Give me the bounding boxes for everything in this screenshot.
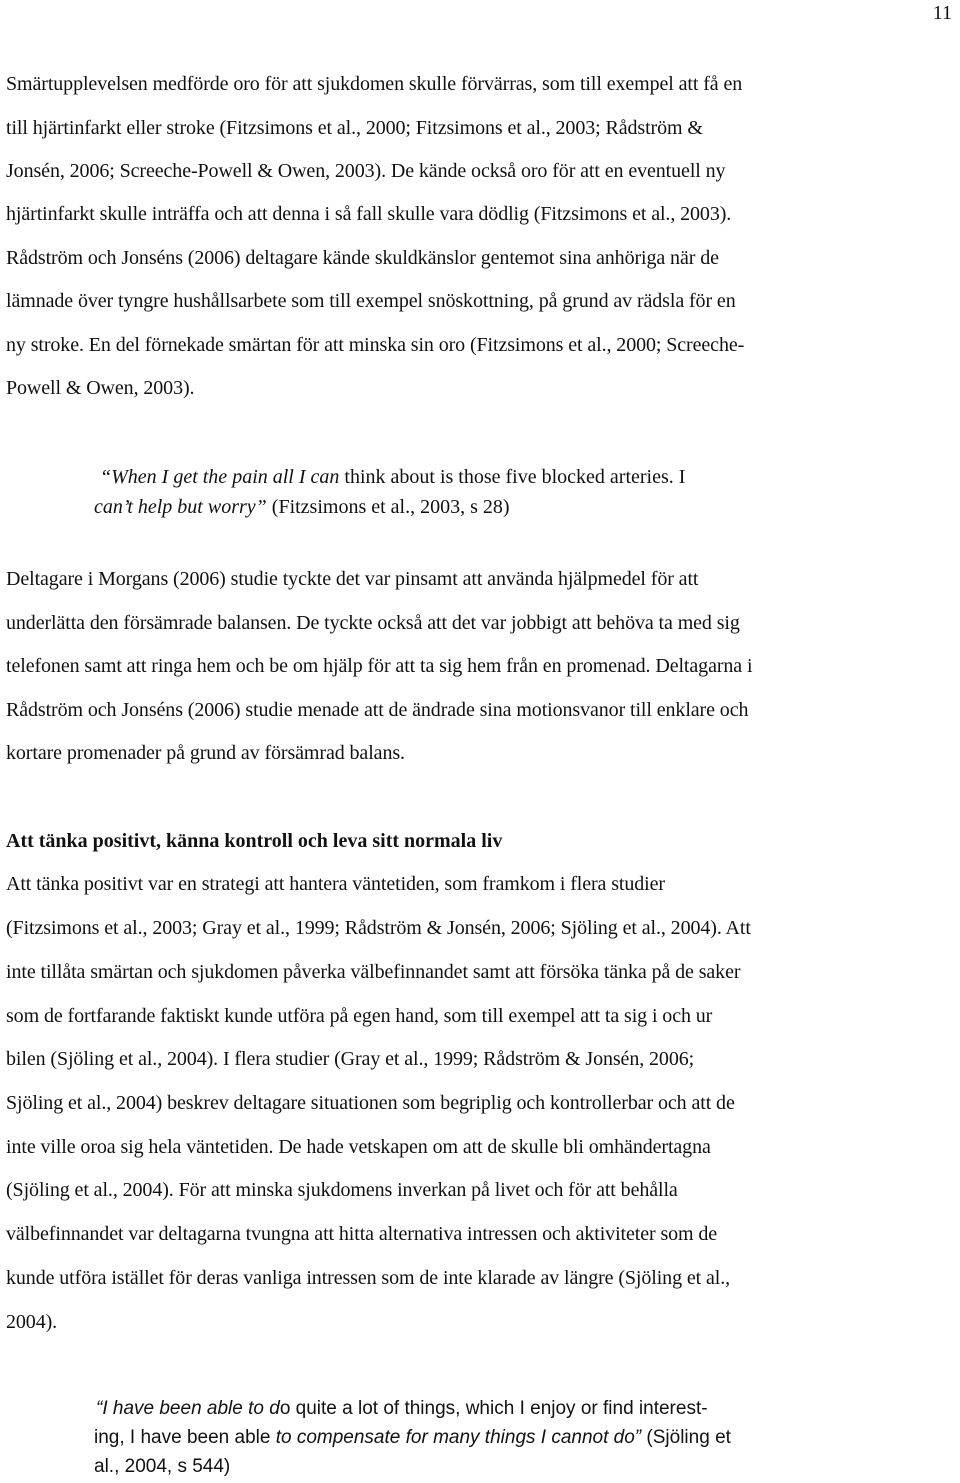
quote-italic: “When I get the pain all I can (100, 466, 340, 488)
paragraph-line: ny stroke. En del förnekade smärtan för att minska sin oro (Fitzsimons et al., 2000; Screeche- (6, 334, 745, 356)
page-number: 11 (932, 2, 952, 24)
paragraph-line: telefonen samt att ringa hem och be om hjälp för att ta sig hem från en promenad. Deltagarna i (6, 655, 753, 677)
paragraph-line: lämnade över tyngre hushållsarbete som till exempel snöskottning, på grund av rädsla för en (6, 290, 736, 312)
paragraph-line: inte ville oroa sig hela väntetiden. De hade vetskapen om att de skulle bli omhändertagna (6, 1136, 711, 1158)
paragraph-line: Sjöling et al., 2004) beskrev deltagare situationen som begriplig och kontrollerbar och att de (6, 1092, 735, 1114)
paragraph-line: Jonsén, 2006; Screeche-Powell & Owen, 2003). De kände också oro för att en eventuell ny (6, 160, 726, 182)
quote-italic: to compensate for many things I cannot do” (275, 1427, 642, 1448)
quote-text: think about is those five blocked arteries. I (339, 466, 686, 488)
paragraph-line: kunde utföra istället för deras vanliga intressen som de inte klarade av längre (Sjöling et al., (6, 1267, 731, 1289)
quote-text: ing, I have been able (94, 1427, 276, 1448)
paragraph-line: välbefinnandet var deltagarna tvungna att hitta alternativa intressen och aktiviteter som de (6, 1223, 718, 1245)
paragraph-line: till hjärtinfarkt eller stroke (Fitzsimons et al., 2000; Fitzsimons et al., 2003; Rådström & (6, 117, 703, 139)
paragraph-line: Smärtupplevelsen medförde oro för att sjukdomen skulle förvärras, som till exempel att få en (6, 73, 743, 95)
quote-citation: (Sjöling et (641, 1427, 731, 1448)
quote-line (96, 1398, 708, 1420)
paragraph-line: Rådström och Jonséns (2006) deltagare kände skuldkänslor gentemot sina anhöriga när de (6, 247, 719, 269)
quote-text: o quite a lot of things, which I enjoy or find interest- (279, 1398, 708, 1419)
paragraph-line: (Sjöling et al., 2004). För att minska sjukdomens inverkan på livet och för att behålla (6, 1179, 678, 1201)
paragraph-line: hjärtinfarkt skulle inträffa och att denna i så fall skulle vara dödlig (Fitzsimons et al., 2003). (6, 203, 732, 225)
paragraph-line: som de fortfarande faktiskt kunde utföra på egen hand, som till exempel att ta sig i och ur (6, 1005, 713, 1027)
quote-citation: al., 2004, s 544) (94, 1456, 231, 1477)
paragraph-line: Att tänka positivt var en strategi att hantera väntetiden, som framkom i flera studier (6, 873, 665, 895)
quote-line (94, 496, 510, 519)
quote-italic: can’t help but worry” (94, 496, 267, 518)
paragraph-line: (Fitzsimons et al., 2003; Gray et al., 1999; Rådström & Jonsén, 2006; Sjöling et al., 2004). Att (6, 917, 751, 939)
paragraph-line: 2004). (6, 1311, 58, 1333)
paragraph-line: Powell & Owen, 2003). (6, 377, 195, 399)
quote-citation: (Fitzsimons et al., 2003, s 28) (266, 496, 510, 518)
section-heading: Att tänka positivt, känna kontroll och leva sitt normala liv (6, 830, 503, 852)
paragraph-line: Deltagare i Morgans (2006) studie tyckte det var pinsamt att använda hjälpmedel för att (6, 568, 699, 590)
paragraph-line: inte tillåta smärtan och sjukdomen påverka välbefinnandet samt att försöka tänka på de saker (6, 961, 741, 983)
paragraph-line: kortare promenader på grund av försämrad balans. (6, 742, 405, 764)
paragraph-line: underlätta den försämrade balansen. De tyckte också att det var jobbigt att behöva ta med sig (6, 612, 740, 634)
quote-line (100, 466, 685, 489)
quote-italic: “I have been able to d (96, 1398, 280, 1419)
paragraph-line: Rådström och Jonséns (2006) studie menade att de ändrade sina motionsvanor till enklare och (6, 699, 749, 721)
quote-line (94, 1427, 731, 1449)
paragraph-line: bilen (Sjöling et al., 2004). I flera studier (Gray et al., 1999; Rådström & Jonsén, 2006; (6, 1048, 695, 1070)
